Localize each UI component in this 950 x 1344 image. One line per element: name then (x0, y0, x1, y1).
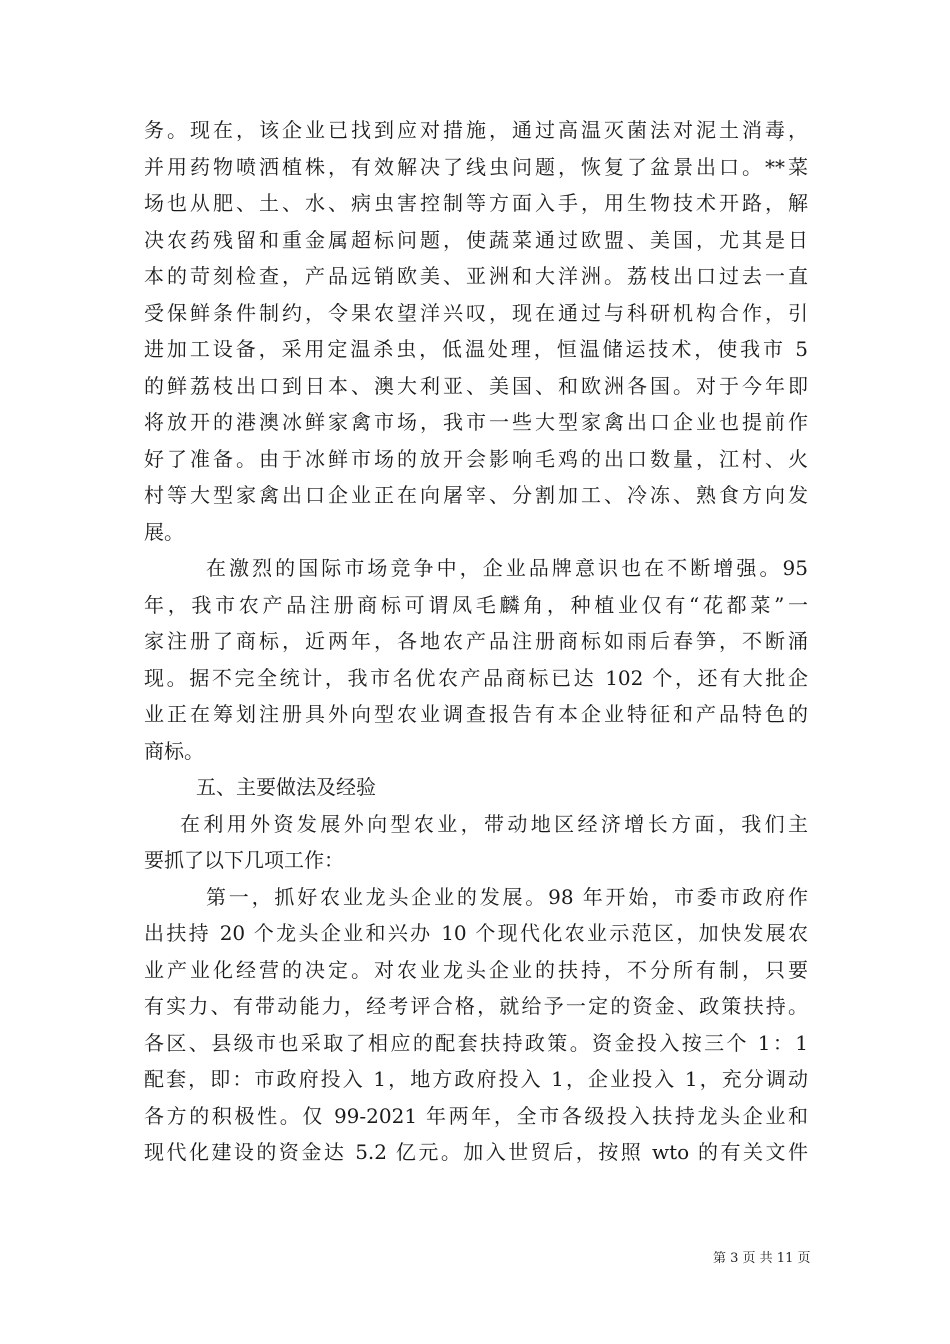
body-text (144, 112, 808, 1171)
text-line: 配套，即：市政府投入 1，地方政府投入 1，企业投入 1，充分调动 (144, 1067, 808, 1091)
paragraph-start-line: 在激烈的国际市场竞争中，企业品牌意识也在不断增强。95 (206, 556, 808, 580)
text-line: 业正在筹划注册具外向型农业调查报告有本企业特征和产品特色的 (144, 702, 808, 726)
section-heading: 五、主要做法及经验 (196, 775, 376, 799)
text-line: 场也从肥、土、水、病虫害控制等方面入手，用生物技术开路，解 (144, 191, 808, 215)
text-line: 出扶持 20 个龙头企业和兴办 10 个现代化农业示范区，加快发展农 (144, 921, 808, 945)
text-line: 各方的积极性。仅 99-2021 年两年，全市各级投入扶持龙头企业和 (144, 1103, 808, 1128)
text-line: 的鲜荔枝出口到日本、澳大利亚、美国、和欧洲各国。对于今年即 (144, 373, 808, 398)
text-line: 村等大型家禽出口企业正在向屠宰、分割加工、冷冻、熟食方向发 (144, 483, 808, 507)
text-line: 决农药残留和重金属超标问题，使蔬菜通过欧盟、美国，尤其是日 (144, 227, 808, 252)
text-line: 业产业化经营的决定。对农业龙头企业的扶持，不分所有制，只要 (144, 957, 808, 982)
text-line: 进加工设备，采用定温杀虫，低温处理，恒温储运技术，使我市 5 (144, 337, 808, 361)
text-line: 受保鲜条件制约，令果农望洋兴叹，现在通过与科研机构合作，引 (144, 300, 808, 325)
text-line: 现代化建设的资金达 5.2 亿元。加入世贸后，按照 wto 的有关文件 (144, 1140, 808, 1164)
text-line: 展。 (144, 519, 184, 544)
text-line: 并用药物喷洒植株，有效解决了线虫问题，恢复了盆景出口。**菜 (144, 154, 808, 179)
text-line: 各区、县级市也采取了相应的配套扶持政策。资金投入按三个 1：1 (144, 1030, 808, 1055)
text-line: 本的苛刻检查，产品远销欧美、亚洲和大洋洲。荔枝出口过去一直 (144, 264, 808, 288)
text-line: 务。现在，该企业已找到应对措施，通过高温灭菌法对泥土消毒， (144, 118, 808, 142)
text-line: 有实力、有带动能力，经考评合格，就给予一定的资金、政策扶持。 (144, 994, 808, 1018)
text-line: 商标。 (144, 738, 204, 763)
paragraph-start-line: 第一，抓好农业龙头企业的发展。98 年开始，市委市政府作 (206, 884, 808, 909)
text-line: 现。据不完全统计，我市名优农产品商标已达 102 个，还有大批企 (144, 665, 808, 690)
text-line: 要抓了以下几项工作： (144, 848, 344, 872)
paragraph-start-line: 在利用外资发展外向型农业，带动地区经济增长方面，我们主 (180, 811, 808, 836)
text-line: 好了准备。由于冰鲜市场的放开会影响毛鸡的出口数量，江村、火 (144, 446, 808, 471)
text-line: 家注册了商标，近两年，各地农产品注册商标如雨后春笋，不断涌 (144, 629, 808, 653)
text-line: 年，我市农产品注册商标可谓凤毛麟角，种植业仅有“花都菜”一 (144, 592, 808, 617)
text-line: 将放开的港澳冰鲜家禽市场，我市一些大型家禽出口企业也提前作 (144, 410, 808, 434)
page-number: 第 3 页 共 11 页 (713, 1251, 811, 1266)
